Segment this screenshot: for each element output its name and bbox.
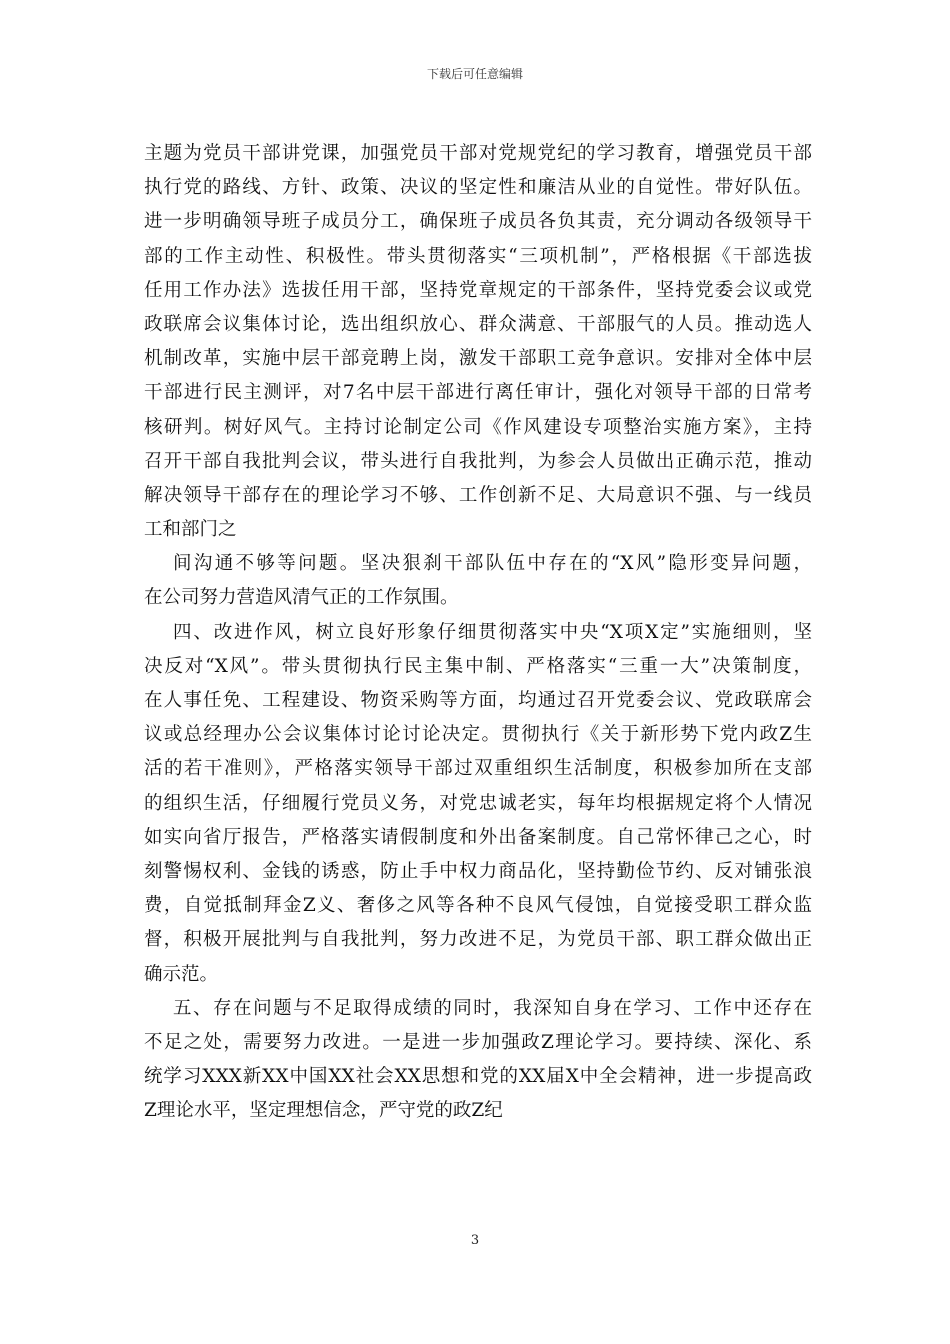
text-line: 的组织生活，仔细履行党员义务，对党忠诚老实，每年均根据规定将个人情况 xyxy=(144,792,812,814)
page-number: 3 xyxy=(470,1233,480,1248)
text-line: 召开干部自我批判会议，带头进行自我批判，为参会人员做出正确示范，推动 xyxy=(144,450,812,472)
text-line: 议或总经理办公会议集体讨论讨论决定。贯彻执行《关于新形势下党内政Z生 xyxy=(144,724,812,746)
text-line: 解决领导干部存在的理论学习不够、工作创新不足、大局意识不强、与一线员 xyxy=(144,484,812,506)
text-line: 活的若干准则》，严格落实领导干部过双重组织生活制度，积极参加所在支部 xyxy=(144,758,812,780)
text-line: 确示范。 xyxy=(144,963,219,985)
text-line: 决反对“X风”。带头贯彻执行民主集中制、严格落实“三重一大”决策制度， xyxy=(144,655,812,677)
text-line: 主题为党员干部讲党课，加强党员干部对党规党纪的学习教育，增强党员干部 xyxy=(144,143,812,164)
text-line: 费，自觉抵制拜金Z义、奢侈之风等各种不良风气侵蚀，自觉接受职工群众监 xyxy=(144,895,812,917)
text-line: 在人事任免、工程建设、物资采购等方面，均通过召开党委会议、党政联席会 xyxy=(144,690,812,711)
text-line: 如实向省厅报告，严格落实请假制度和外出备案制度。自己常怀律己之心，时 xyxy=(144,826,812,848)
text-line: 在公司努力营造风清气正的工作氛围。 xyxy=(144,587,459,609)
text-line: 间沟通不够等问题。坚决狠刹干部队伍中存在的“X风”隐形变异问题， xyxy=(173,553,812,575)
page-header-note: 下载后可任意编辑 xyxy=(426,67,523,81)
text-line: 执行党的路线、方针、政策、决议的坚定性和廉洁从业的自觉性。带好队伍。 xyxy=(144,177,812,199)
text-line: 政联席会议集体讨论，选出组织放心、群众满意、干部服气的人员。推动选人 xyxy=(144,313,812,335)
text-line: 机制改革，实施中层干部竞聘上岗，激发干部职工竞争意识。安排对全体中层 xyxy=(144,348,812,370)
text-line: 督，积极开展批判与自我批判，努力改进不足，为党员干部、职工群众做出正 xyxy=(144,929,812,951)
text-line: 干部进行民主测评，对7名中层干部进行离任审计，强化对领导干部的日常考 xyxy=(144,382,812,404)
document-body xyxy=(144,137,812,1128)
text-line: 任用工作办法》选拔任用干部，坚持党章规定的干部条件，坚持党委会议或党 xyxy=(144,279,812,301)
text-line: 统学习XXX新XX中国XX社会XX思想和党的XX届X中全会精神，进一步提高政 xyxy=(144,1066,812,1088)
text-line: 核研判。树好风气。主持讨论制定公司《作风建设专项整治实施方案》，主持 xyxy=(144,416,812,438)
text-line: 部的工作主动性、积极性。带头贯彻落实“三项机制”，严格根据《干部选拔 xyxy=(144,245,812,267)
section-heading-line: 五、存在问题与不足取得成绩的同时，我深知自身在学习、工作中还存在 xyxy=(173,997,812,1019)
text-line: 刻警惕权利、金钱的诱惑，防止手中权力商品化，坚持勤俭节约、反对铺张浪 xyxy=(144,860,812,882)
section-heading-line: 四、改进作风，树立良好形象仔细贯彻落实中央“X项X定”实施细则，坚 xyxy=(173,621,812,643)
text-line: 不足之处，需要努力改进。一是进一步加强政Z理论学习。要持续、深化、系 xyxy=(144,1031,812,1053)
text-line: Z理论水平，坚定理想信念，严守党的政Z纪 xyxy=(144,1100,503,1122)
text-line: 进一步明确领导班子成员分工，确保班子成员各负其责，充分调动各级领导干 xyxy=(144,211,812,233)
text-line: 工和部门之 xyxy=(144,519,237,541)
